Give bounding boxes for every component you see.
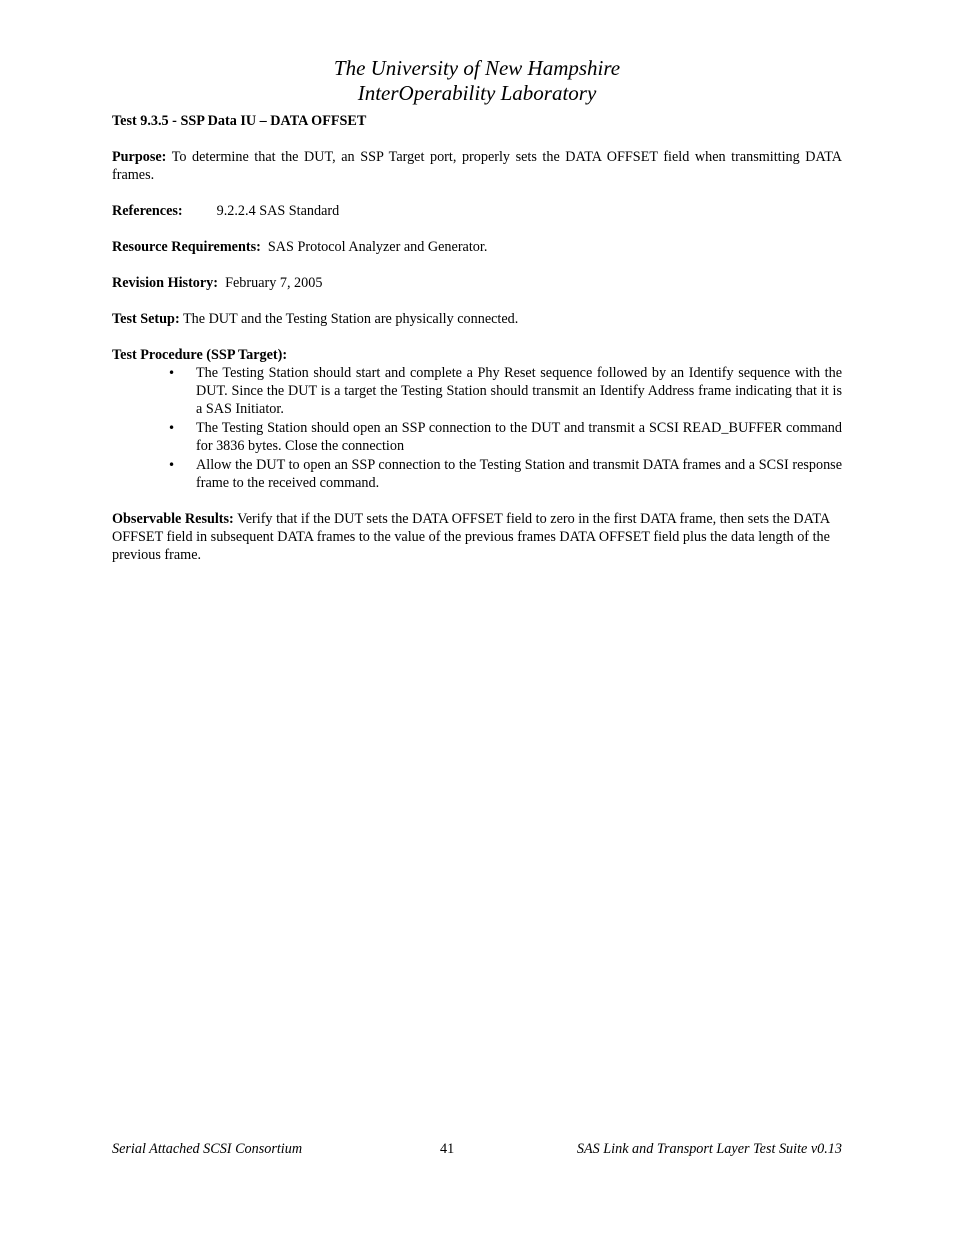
footer-consortium: Serial Attached SCSI Consortium (112, 1141, 303, 1157)
list-item (112, 364, 842, 418)
purpose-label: Purpose: (112, 149, 167, 165)
test-setup-label: Test Setup: (112, 311, 180, 327)
revision-history-section (112, 274, 842, 292)
observable-results-label: Observable Results: (112, 511, 234, 527)
test-procedure-heading: Test Procedure (SSP Target): (112, 347, 288, 363)
test-title: Test 9.3.5 - SSP Data IU – DATA OFFSET (112, 113, 367, 129)
procedure-step-text: The Testing Station should open an SSP connection to the DUT and transmit a SCSI READ_BUFFER command for 3836 bytes. Close the connection (196, 420, 842, 454)
test-setup-section (112, 310, 842, 328)
observable-results-section (112, 510, 842, 564)
bullet-icon: • (168, 366, 176, 380)
list-item (112, 456, 842, 492)
header-institution: The University of New Hampshire (333, 56, 621, 80)
header-laboratory: InterOperability Laboratory (357, 81, 597, 105)
resource-requirements-text: SAS Protocol Analyzer and Generator. (260, 239, 488, 255)
document-body (112, 112, 842, 582)
resource-requirements-section (112, 238, 842, 256)
test-procedure-list (112, 364, 842, 492)
procedure-step-text: Allow the DUT to open an SSP connection to the Testing Station and transmit DATA frames and a SCSI response frame to the received command. (196, 457, 842, 491)
list-item (112, 419, 842, 455)
references-text: 9.2.2.4 SAS Standard (216, 203, 340, 219)
purpose-section (112, 148, 842, 184)
bullet-icon: • (168, 458, 176, 472)
bullet-icon: • (168, 421, 176, 435)
revision-history-label: Revision History: (112, 275, 219, 291)
references-section (112, 202, 842, 220)
revision-history-text: February 7, 2005 (218, 275, 323, 291)
resource-requirements-label: Resource Requirements: (112, 239, 261, 255)
page-header (0, 56, 954, 106)
footer-document-title: SAS Link and Transport Layer Test Suite v0.13 (576, 1141, 842, 1157)
observable-results-text: Verify that if the DUT sets the DATA OFFSET field to zero in the first DATA frame, then sets the DATA OFFSET field in subsequent DATA frames to the value of the previous frames DATA OFFSET field plus the data length of the previous frame. (112, 511, 830, 563)
procedure-step-text: The Testing Station should start and complete a Phy Reset sequence followed by an Identify sequence with the DUT. Since the DUT is a target the Testing Station should transmit an Identify Address frame indicating that it is a SAS Initiator. (196, 365, 842, 417)
test-setup-text: The DUT and the Testing Station are physically connected. (179, 311, 519, 327)
references-label: References: (112, 203, 183, 219)
purpose-text: To determine that the DUT, an SSP Target port, properly sets the DATA OFFSET field when transmitting DATA frames. (112, 149, 842, 183)
page-number: 41 (440, 1141, 455, 1157)
